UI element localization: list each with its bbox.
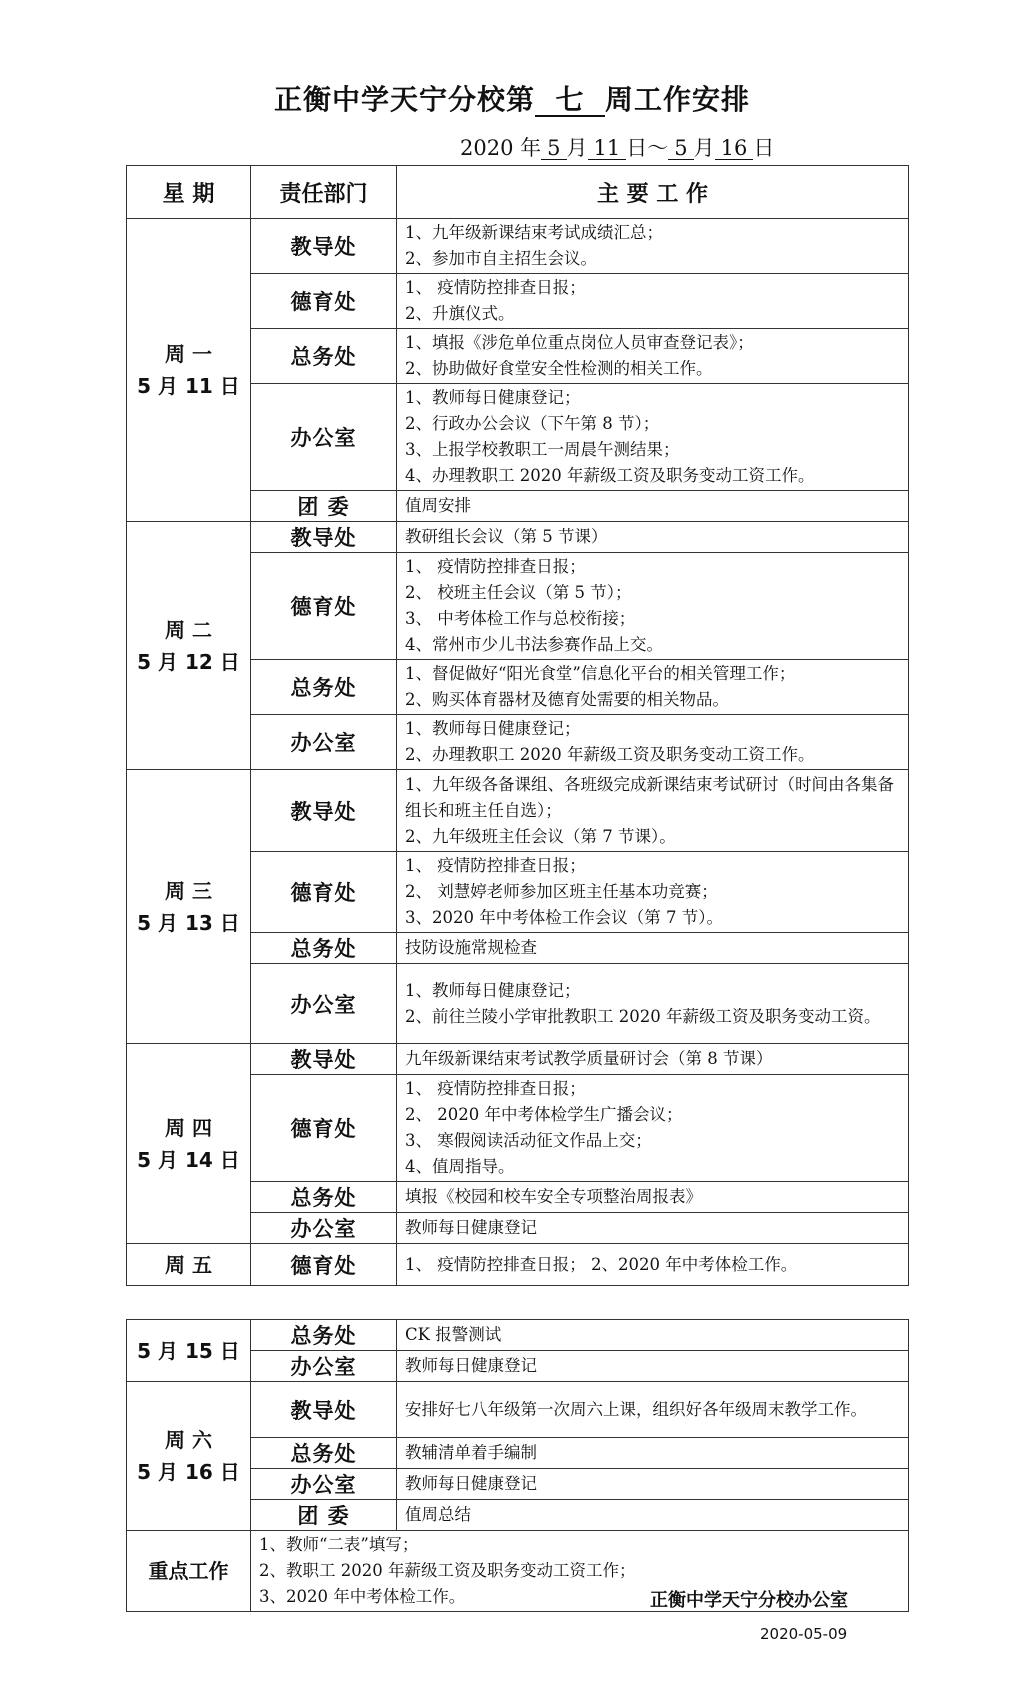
weekday-cell [127,770,251,1044]
task-item: 1、 疫情防控排查日报； [405,278,586,297]
weekday-cell [127,522,251,770]
task-cell [397,491,909,522]
date-range [460,132,774,162]
task-item: 3、上报学校教职工一周晨午测结果； [405,440,680,459]
task-item: CK 报警测试 [405,1325,502,1344]
task-item: 教师每日健康登记 [405,1356,537,1375]
weekday-name: 周 五 [165,1252,212,1277]
task-cell [397,1351,909,1382]
table-row [127,1244,909,1286]
task-cell [397,1044,909,1075]
weekday-date: 5 月 11 日 [137,374,240,398]
task-item: 技防设施常规检查 [405,938,537,957]
department-cell: 办公室 [251,384,397,491]
task-item: 1、 疫情防控排查日报； 2、2020 年中考体检工作。 [405,1254,798,1274]
weekday-name: 周 四 [165,1115,212,1140]
key-work-item: 2、教职工 2020 年薪级工资及职务变动工资工作； [259,1561,636,1580]
weekday-cell [127,1320,251,1382]
start-month: 5 [541,137,566,160]
weekday-date: 5 月 14 日 [137,1147,240,1172]
day-label: 日～ [626,136,669,160]
task-item: 值周总结 [405,1505,471,1524]
department-cell: 办公室 [251,1351,397,1382]
task-cell [397,1382,909,1438]
weekday-cell [127,1382,251,1531]
title-suffix: 周工作安排 [605,83,751,116]
department-cell: 教导处 [251,1044,397,1075]
task-item: 3、 寒假阅读活动征文作品上交； [405,1131,652,1150]
weekday-date: 5 月 15 日 [137,1338,240,1363]
start-day: 11 [588,137,627,160]
task-item: 1、九年级各备课组、各班级完成新课结束考试研讨（时间由各集备组长和班主任自选）； [405,774,894,820]
task-cell [397,219,909,274]
weekday-cell [127,1044,251,1244]
department-cell: 办公室 [251,715,397,770]
task-item: 1、九年级新课结束考试成绩汇总； [405,223,663,242]
task-cell [397,1500,909,1531]
task-item: 教研组长会议（第 5 节课） [405,527,608,546]
task-cell [397,852,909,933]
end-day: 16 [715,137,754,160]
task-item: 2、 刘慧婷老师参加区班主任基本功竞赛； [405,882,718,901]
task-cell [397,964,909,1044]
weekend-table [126,1319,909,1612]
department-cell: 办公室 [251,1213,397,1244]
department-cell: 教导处 [251,1382,397,1438]
weekday-cell [127,219,251,522]
task-cell [397,274,909,329]
task-cell [397,770,909,852]
task-item: 4、办理教职工 2020 年薪级工资及职务变动工资工作。 [405,466,815,485]
task-item: 1、填报《涉危单位重点岗位人员审查登记表》； [405,333,754,352]
task-item: 2、协助做好食堂安全性检测的相关工作。 [405,359,713,378]
key-work-label: 重点工作 [127,1531,251,1612]
task-item: 2、 校班主任会议（第 5 节）； [405,583,632,602]
weekday-name: 周 三 [165,878,212,903]
header-weekday: 星 期 [127,166,251,219]
department-cell: 办公室 [251,1469,397,1500]
issue-date: 2020-05-09 [760,1625,848,1643]
task-item: 2、前往兰陵小学审批教职工 2020 年薪级工资及职务变动工资。 [405,1006,881,1026]
task-cell [397,715,909,770]
task-item: 2、参加市自主招生会议。 [405,249,597,268]
department-cell: 总务处 [251,1438,397,1469]
title-prefix: 正衡中学天宁分校第 [273,83,535,116]
task-item: 3、 中考体检工作与总校衔接； [405,609,636,628]
task-cell [397,553,909,660]
table-row [127,1382,909,1438]
weekday-name: 周 一 [165,342,212,366]
task-cell [397,1182,909,1213]
task-item: 2、行政办公会议（下午第 8 节）； [405,414,660,433]
task-cell [397,1438,909,1469]
task-item: 1、教师每日健康登记； [405,719,581,738]
task-item: 2、购买体育器材及德育处需要的相关物品。 [405,690,729,709]
week-number: 七 [535,85,605,117]
task-cell [397,1213,909,1244]
task-cell [397,384,909,491]
task-cell [397,329,909,384]
header-main-work: 主 要 工 作 [397,166,909,219]
department-cell: 德育处 [251,852,397,933]
issuing-office: 正衡中学天宁分校办公室 [650,1590,848,1611]
task-cell [397,522,909,553]
task-item: 值周安排 [405,496,471,515]
weekday-date: 5 月 16 日 [137,1460,240,1484]
task-item: 1、 疫情防控排查日报； [405,557,586,576]
department-cell: 教导处 [251,770,397,852]
header-department: 责任部门 [251,166,397,219]
table-row [127,770,909,852]
task-item: 4、常州市少儿书法参赛作品上交。 [405,635,663,654]
table-row [127,1044,909,1075]
department-cell: 办公室 [251,964,397,1044]
task-item: 1、 疫情防控排查日报； [405,856,586,875]
schedule-table [126,165,909,1286]
department-cell: 教导处 [251,219,397,274]
task-item: 教辅清单着手编制 [405,1443,537,1462]
department-cell: 德育处 [251,553,397,660]
weekday-name: 周 六 [165,1428,212,1452]
department-cell: 团 委 [251,1500,397,1531]
task-item: 1、教师每日健康登记； [405,388,581,407]
task-item: 4、值周指导。 [405,1157,515,1176]
department-cell: 德育处 [251,1244,397,1286]
task-cell [397,1075,909,1182]
table-row [127,1320,909,1351]
task-item: 2、升旗仪式。 [405,304,515,323]
task-item: 1、 疫情防控排查日报； [405,1079,586,1098]
department-cell: 总务处 [251,1320,397,1351]
department-cell: 德育处 [251,274,397,329]
weekday-date: 5 月 13 日 [137,910,240,935]
task-cell [397,1469,909,1500]
task-cell [397,660,909,715]
task-item: 九年级新课结束考试教学质量研讨会（第 8 节课） [405,1049,773,1068]
weekday-cell [127,1244,251,1286]
key-work-item: 3、2020 年中考体检工作。 [259,1587,466,1606]
end-day-label: 日 [753,136,775,160]
department-cell: 总务处 [251,933,397,964]
task-item: 2、 2020 年中考体检学生广播会议； [405,1105,683,1124]
task-item: 2、九年级班主任会议（第 7 节课）。 [405,826,676,846]
table-row [127,522,909,553]
end-month: 5 [668,137,693,160]
task-item: 教师每日健康登记 [405,1218,537,1237]
weekday-date: 5 月 12 日 [137,649,240,674]
task-cell [397,1244,909,1286]
task-cell [397,933,909,964]
task-cell [397,1320,909,1351]
task-item: 2、办理教职工 2020 年薪级工资及职务变动工资工作。 [405,745,815,764]
department-cell: 德育处 [251,1075,397,1182]
task-item: 安排好七八年级第一次周六上课，组织好各年级周末教学工作。 [405,1399,867,1419]
department-cell: 教导处 [251,522,397,553]
year: 2020 [460,136,514,160]
month-label: 月 [566,136,588,160]
task-item: 1、督促做好“阳光食堂”信息化平台的相关管理工作； [405,664,796,683]
department-cell: 总务处 [251,660,397,715]
department-cell: 总务处 [251,329,397,384]
key-work-item: 1、教师“二表”填写； [259,1535,419,1554]
task-item: 1、教师每日健康登记； [405,980,581,1000]
year-label: 年 [520,136,542,160]
department-cell: 总务处 [251,1182,397,1213]
table-header [127,166,909,219]
task-item: 教师每日健康登记 [405,1474,537,1493]
page-title [0,78,1024,118]
month-label: 月 [693,136,715,160]
table-row [127,219,909,274]
weekday-name: 周 二 [165,617,212,642]
task-item: 3、2020 年中考体检工作会议（第 7 节）。 [405,908,723,927]
task-item: 填报《校园和校车安全专项整治周报表》 [405,1187,702,1206]
department-cell: 团 委 [251,491,397,522]
